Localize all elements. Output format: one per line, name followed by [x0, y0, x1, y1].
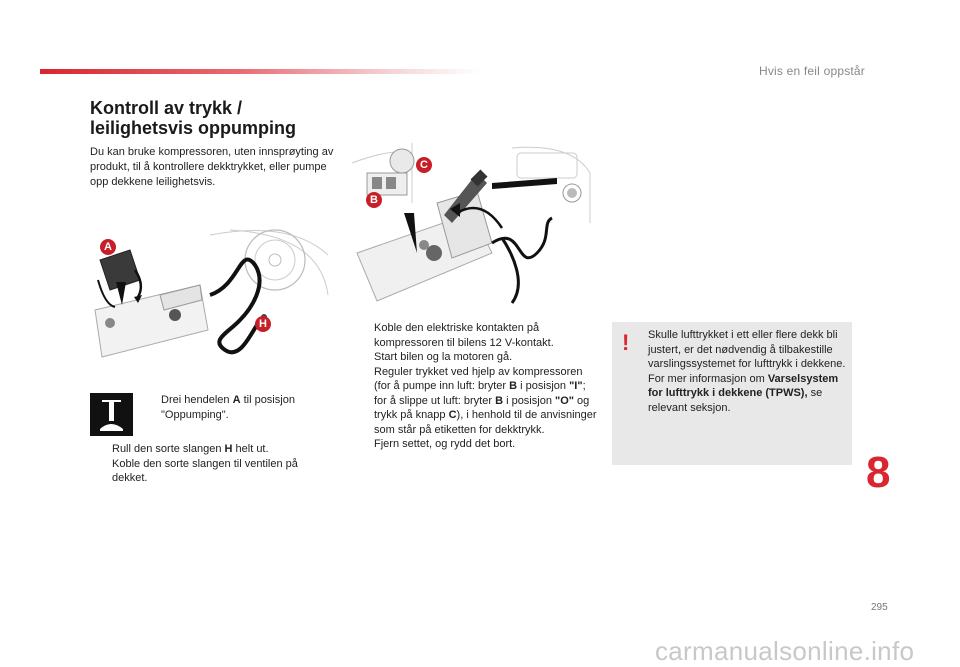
left-bullet-list	[90, 442, 325, 486]
bullet-text-bold: B	[495, 394, 504, 407]
watermark: carmanualsonline.info	[655, 636, 915, 666]
page-title-line1: Kontroll av trykk /	[90, 98, 243, 118]
compressor-connection-illustration	[352, 143, 592, 308]
bullet-text-bold: "I"	[569, 380, 583, 392]
bullet-text: Start bilen og la motoren gå.	[374, 351, 513, 363]
bullet-text: Koble den sorte slangen til ventilen på dekket.	[112, 457, 298, 484]
bullet-text: og trykk på knapp	[374, 394, 590, 421]
bullet-text: Rull den sorte slangen	[112, 443, 225, 455]
label-c-badge	[416, 157, 432, 173]
list-item	[90, 457, 325, 486]
label-h: H	[259, 318, 267, 330]
page-title-line2: leilighetsvis oppumping	[90, 118, 297, 138]
page-number: 295	[871, 602, 888, 613]
warning-box	[612, 322, 852, 465]
bullet-text-bold: H	[224, 443, 233, 455]
warning-text-2-bold: Varselsystem for lufttrykk i dekkene (TPWS),	[648, 372, 839, 399]
lever-position-thumbnail	[90, 393, 133, 436]
bullet-text: Koble den elektriske kontakten på kompressoren til bilens 12 V-kontakt.	[374, 322, 554, 349]
list-item	[352, 350, 597, 365]
warning-icon: !	[622, 330, 630, 355]
bullet-text: Fjern settet, og rydd det bort.	[374, 438, 516, 450]
bullet-text: i posisjon	[517, 380, 570, 392]
label-a-badge	[100, 239, 116, 255]
step1-instruction	[139, 393, 319, 422]
bullet-text-bold: C	[448, 409, 457, 421]
step1-text-pre: Drei hendelen	[161, 394, 233, 406]
label-c: C	[420, 159, 428, 171]
warning-text-2-post: se relevant seksjon.	[648, 387, 823, 414]
bullet-text: i posisjon	[503, 394, 555, 407]
warning-text-2-pre: For mer informasjon om	[648, 372, 768, 385]
page-title	[90, 98, 370, 138]
list-item	[352, 321, 597, 350]
bullet-text-bold: B	[509, 380, 518, 392]
bullet-text: ), i henhold til de anvisninger som står på etiketten for dekktrykk.	[374, 409, 597, 436]
step1-text-bold: A	[232, 394, 241, 406]
right-bullet-list	[352, 321, 597, 452]
bullet-text-bold: "O"	[555, 394, 574, 407]
list-item	[90, 442, 325, 457]
label-a: A	[104, 241, 112, 253]
label-h-badge	[255, 316, 271, 332]
list-item	[352, 437, 597, 452]
warning-text-1: Skulle lufttrykket i ett eller flere dekk bli justert, er det nødvendig å tilbakestille varslingssystemet for lufttrykk i dekkene.	[648, 329, 846, 370]
list-item	[352, 365, 597, 438]
bullet-text: ; for å slippe ut luft: bryter	[374, 380, 586, 407]
step1-text-post: til posisjon "Oppumping".	[161, 394, 295, 421]
label-b-badge	[366, 192, 382, 208]
label-b: B	[370, 194, 378, 206]
list-item	[139, 393, 319, 422]
bullet-text: helt ut.	[232, 443, 269, 455]
header-accent-bar	[40, 69, 480, 74]
bullet-text: Reguler trykket ved hjelp av kompressoren (for å pumpe inn luft: bryter	[374, 365, 583, 392]
compressor-illustration	[90, 225, 330, 370]
chapter-number: 8	[866, 448, 891, 497]
warning-text	[648, 328, 846, 415]
section-title: Hvis en feil oppstår	[758, 64, 865, 78]
intro-paragraph: Du kan bruke kompressoren, uten innsprøyting av produkt, til å kontrollere dekktrykket, eller pumpe opp dekkene leilighetsvis.	[90, 146, 334, 188]
